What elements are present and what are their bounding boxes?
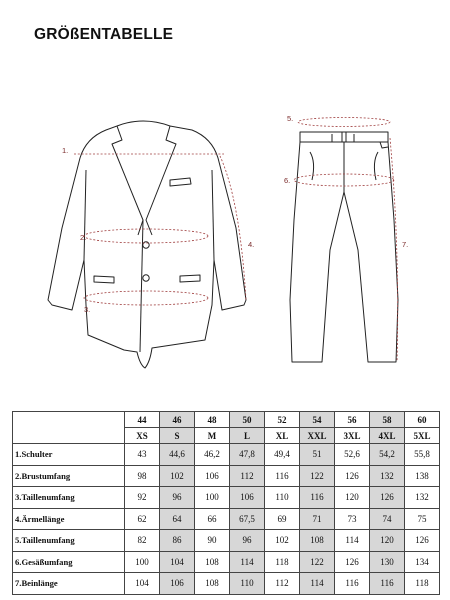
- measurement-numbers: [62, 114, 408, 314]
- measurement-value: 132: [370, 465, 405, 487]
- measurement-value: 47,8: [230, 444, 265, 466]
- measurement-value: 104: [125, 573, 160, 595]
- size-number-header: 48: [195, 412, 230, 428]
- size-letter-header: L: [230, 428, 265, 444]
- measurement-value: 114: [300, 573, 335, 595]
- measurement-value: 126: [335, 465, 370, 487]
- measurement-value: 116: [370, 573, 405, 595]
- measurement-value: 102: [160, 465, 195, 487]
- size-number-header: 52: [265, 412, 300, 428]
- table-corner: [13, 412, 125, 444]
- measurement-value: 67,5: [230, 508, 265, 530]
- size-letter-header: 5XL: [405, 428, 440, 444]
- table-row: [13, 573, 440, 595]
- measurement-value: 98: [125, 465, 160, 487]
- measurement-value: 49,4: [265, 444, 300, 466]
- measurement-value: 116: [335, 573, 370, 595]
- size-table-body: [13, 412, 440, 595]
- measurement-value: 90: [195, 530, 230, 552]
- measurement-value: 66: [195, 508, 230, 530]
- measurement-guides: [74, 118, 398, 363]
- measure-label-1: 1.: [62, 146, 69, 155]
- size-letter-header: S: [160, 428, 195, 444]
- table-row: [13, 530, 440, 552]
- measurement-value: 112: [265, 573, 300, 595]
- size-letter-header: XL: [265, 428, 300, 444]
- measurement-value: 138: [405, 465, 440, 487]
- measurement-value: 126: [370, 487, 405, 509]
- measurement-value: 132: [405, 487, 440, 509]
- measurement-value: 92: [125, 487, 160, 509]
- garment-illustration: [0, 100, 450, 400]
- measurement-value: 126: [335, 551, 370, 573]
- measure-label-2: 2.: [80, 233, 87, 242]
- measurement-value: 122: [300, 551, 335, 573]
- size-number-header: 58: [370, 412, 405, 428]
- measure-label-4: 4.: [248, 240, 255, 249]
- measurement-value: 108: [195, 573, 230, 595]
- measurement-value: 116: [265, 465, 300, 487]
- size-number-header: 50: [230, 412, 265, 428]
- measurement-label: 4.Ärmellänge: [13, 508, 125, 530]
- size-number-header: 60: [405, 412, 440, 428]
- size-table: [12, 411, 440, 595]
- measurement-value: 108: [300, 530, 335, 552]
- pants-drawing: [290, 132, 398, 362]
- measurement-value: 51: [300, 444, 335, 466]
- measurement-value: 120: [335, 487, 370, 509]
- size-number-header: 54: [300, 412, 335, 428]
- jacket-drawing: [48, 121, 246, 368]
- measurement-value: 96: [160, 487, 195, 509]
- measurement-value: 102: [265, 530, 300, 552]
- measurement-value: 69: [265, 508, 300, 530]
- measurement-value: 106: [230, 487, 265, 509]
- measurement-value: 126: [405, 530, 440, 552]
- measurement-value: 134: [405, 551, 440, 573]
- size-letter-header: 4XL: [370, 428, 405, 444]
- measurement-value: 52,6: [335, 444, 370, 466]
- size-letter-header: XXL: [300, 428, 335, 444]
- page-title: GRÖßENTABELLE: [34, 26, 174, 43]
- measurement-value: 130: [370, 551, 405, 573]
- table-row: [13, 465, 440, 487]
- measurement-value: 106: [195, 465, 230, 487]
- size-number-header: 46: [160, 412, 195, 428]
- measurement-value: 110: [265, 487, 300, 509]
- size-letter-header: M: [195, 428, 230, 444]
- measurement-value: 43: [125, 444, 160, 466]
- measure-label-6: 6.: [284, 176, 291, 185]
- measurement-value: 100: [195, 487, 230, 509]
- measurement-value: 118: [265, 551, 300, 573]
- measurement-value: 100: [125, 551, 160, 573]
- measurement-value: 118: [405, 573, 440, 595]
- measurement-value: 120: [370, 530, 405, 552]
- measurement-value: 64: [160, 508, 195, 530]
- measurement-value: 82: [125, 530, 160, 552]
- measurement-value: 54,2: [370, 444, 405, 466]
- measurement-value: 104: [160, 551, 195, 573]
- size-letter-header: XS: [125, 428, 160, 444]
- measurement-value: 116: [300, 487, 335, 509]
- size-letter-header: 3XL: [335, 428, 370, 444]
- measurement-label: 3.Taillenumfang: [13, 487, 125, 509]
- measurement-value: 114: [335, 530, 370, 552]
- measurement-value: 74: [370, 508, 405, 530]
- measurement-value: 110: [230, 573, 265, 595]
- measurement-label: 1.Schulter: [13, 444, 125, 466]
- measurement-value: 114: [230, 551, 265, 573]
- table-row: [13, 444, 440, 466]
- measurement-label: 5.Taillenumfang: [13, 530, 125, 552]
- table-row: [13, 508, 440, 530]
- size-number-row: [13, 412, 440, 428]
- measurement-value: 71: [300, 508, 335, 530]
- measure-label-5: 5.: [287, 114, 294, 123]
- measurement-value: 122: [300, 465, 335, 487]
- measurement-value: 75: [405, 508, 440, 530]
- table-row: [13, 487, 440, 509]
- measurement-value: 73: [335, 508, 370, 530]
- measurement-value: 112: [230, 465, 265, 487]
- measure-label-3: 3.: [84, 305, 91, 314]
- measurement-value: 108: [195, 551, 230, 573]
- measurement-value: 96: [230, 530, 265, 552]
- measurement-value: 62: [125, 508, 160, 530]
- measurement-label: 2.Brustumfang: [13, 465, 125, 487]
- measurement-label: 7.Beinlänge: [13, 573, 125, 595]
- measurement-value: 44,6: [160, 444, 195, 466]
- size-number-header: 56: [335, 412, 370, 428]
- table-row: [13, 551, 440, 573]
- measurement-value: 55,8: [405, 444, 440, 466]
- measurement-value: 86: [160, 530, 195, 552]
- measurement-value: 106: [160, 573, 195, 595]
- measurement-value: 46,2: [195, 444, 230, 466]
- measurement-label: 6.Gesäßumfang: [13, 551, 125, 573]
- size-number-header: 44: [125, 412, 160, 428]
- measure-label-7: 7.: [402, 240, 409, 249]
